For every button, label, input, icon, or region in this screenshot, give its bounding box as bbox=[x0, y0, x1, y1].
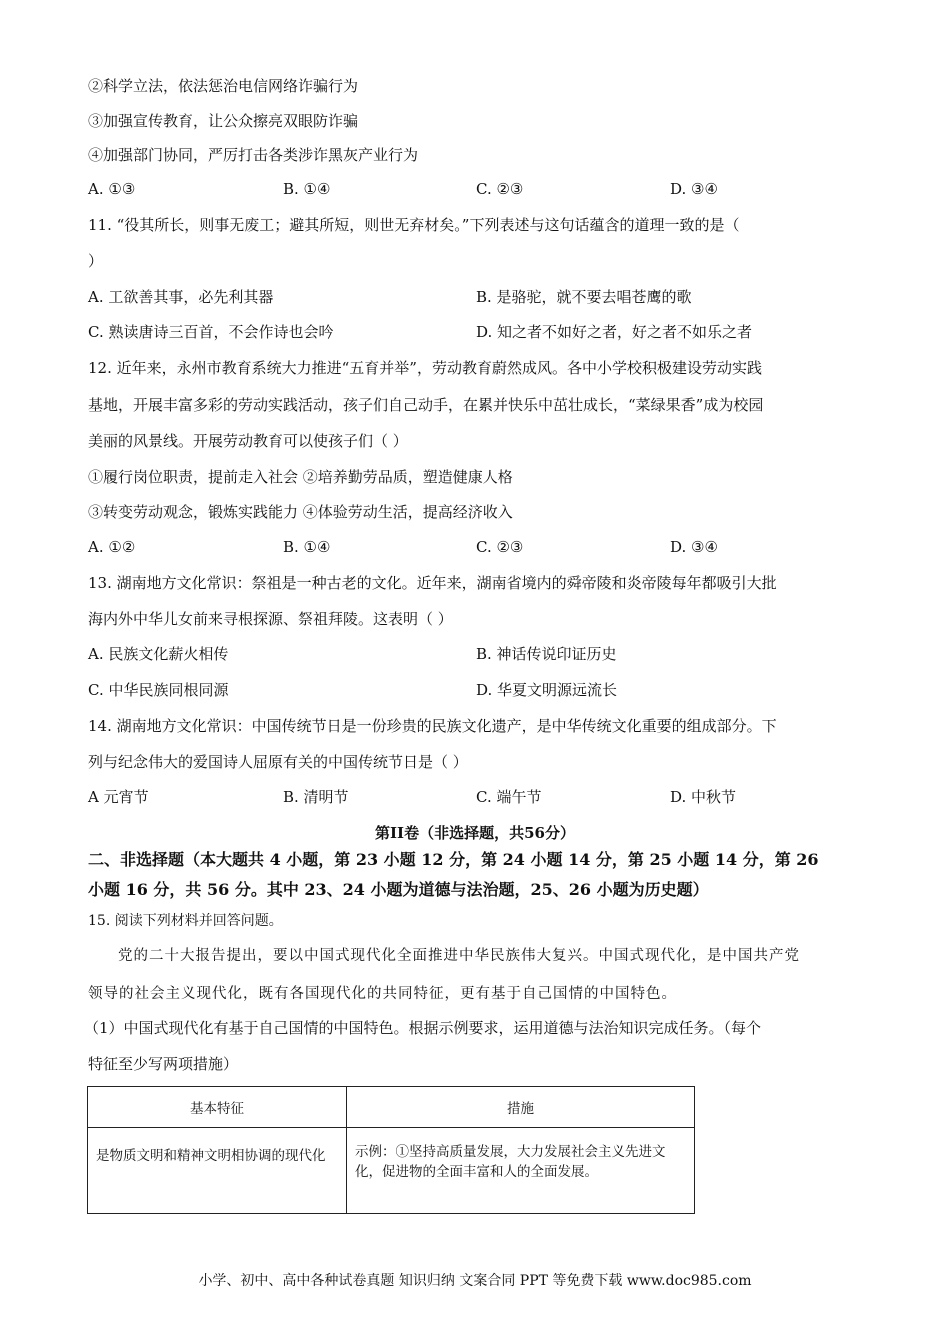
q11-stem-cont: ） bbox=[88, 252, 104, 270]
table-cell-feature: 是物质文明和精神文明相协调的现代化 bbox=[88, 1128, 347, 1214]
table-header-measure: 措施 bbox=[347, 1087, 695, 1128]
q12-stem-line2: 基地，开展丰富多彩的劳动实践活动，孩子们自己动手，在累并快乐中茁壮成长，“菜绿果香”成为校园 bbox=[88, 396, 764, 414]
q12-option-d: D. ③④ bbox=[670, 538, 718, 556]
q14-stem-line2: 列与纪念伟大的爱国诗人屈原有关的中国传统节日是（ ） bbox=[88, 753, 468, 771]
q13-stem-line2: 海内外中华儿女前来寻根探源、祭祖拜陵。这表明（ ） bbox=[88, 610, 453, 628]
q12-stem: 12. 近年来，永州市教育系统大力推进“五育并举”，劳动教育蔚然成风。各中小学校积极建设劳动实践 bbox=[88, 359, 762, 377]
q13-option-c: C. 中华民族同根同源 bbox=[88, 681, 229, 699]
table-row bbox=[88, 1128, 695, 1214]
q11-option-a: A. 工欲善其事，必先利其器 bbox=[88, 288, 274, 306]
part2-heading: 二、非选择题（本大题共 4 小题，第 23 小题 12 分，第 24 小题 14 分，第 25 小题 14 分，第 26 bbox=[88, 850, 819, 869]
q12-items-1: ①履行岗位职责，提前走入社会 ②培养勤劳品质，塑造健康人格 bbox=[88, 468, 513, 486]
part2-heading-line2: 小题 16 分，共 56 分。其中 23、24 小题为道德与法治题，25、26 小题为历史题） bbox=[88, 880, 709, 899]
q12-stem-line3: 美丽的风景线。开展劳动教育可以使孩子们（ ） bbox=[88, 432, 408, 450]
q12-option-a: A. ①② bbox=[88, 538, 136, 556]
q14-option-b: B. 清明节 bbox=[283, 788, 349, 806]
q12-items-2: ③转变劳动观念，锻炼实践能力 ④体验劳动生活，提高经济收入 bbox=[88, 503, 513, 521]
q11-option-c: C. 熟读唐诗三百首，不会作诗也会吟 bbox=[88, 323, 334, 341]
q10-item-4: ④加强部门协同，严厉打击各类涉诈黑灰产业行为 bbox=[88, 146, 419, 164]
features-table bbox=[87, 1086, 695, 1214]
q10-option-b: B. ①④ bbox=[283, 180, 331, 198]
q10-item-2: ②科学立法，依法惩治电信网络诈骗行为 bbox=[88, 77, 359, 95]
q10-option-d: D. ③④ bbox=[670, 180, 718, 198]
table-cell-measure: 示例：①坚持高质量发展，大力发展社会主义先进文化，促进物的全面丰富和人的全面发展。 bbox=[347, 1128, 695, 1214]
q12-option-c: C. ②③ bbox=[476, 538, 524, 556]
footer-text: 小学、初中、高中各种试卷真题 知识归纳 文案合同 PPT 等免费下载 www.doc985.com bbox=[198, 1273, 752, 1289]
q15-material-line1: 党的二十大报告提出，要以中国式现代化全面推进中华民族伟大复兴。中国式现代化，是中国共产党 bbox=[118, 948, 800, 964]
q14-option-d: D. 中秋节 bbox=[670, 788, 737, 806]
q14-option-c: C. 端午节 bbox=[476, 788, 542, 806]
q13-option-a: A. 民族文化薪火相传 bbox=[88, 645, 229, 663]
q10-item-3: ③加强宣传教育，让公众擦亮双眼防诈骗 bbox=[88, 112, 359, 130]
q14-stem: 14. 湖南地方文化常识：中国传统节日是一份珍贵的民族文化遗产，是中华传统文化重要的组成部分。下 bbox=[88, 717, 777, 735]
part2-title: 第II卷（非选择题，共56分） bbox=[375, 824, 575, 842]
q14-option-a: A 元宵节 bbox=[88, 788, 149, 806]
q11-option-b: B. 是骆驼，就不要去唱苍鹰的歌 bbox=[476, 288, 692, 306]
table-header-row bbox=[88, 1087, 695, 1128]
q13-stem: 13. 湖南地方文化常识：祭祖是一种古老的文化。近年来，湖南省境内的舜帝陵和炎帝陵每年都吸引大批 bbox=[88, 574, 777, 592]
q15-task-line2: 特征至少写两项措施） bbox=[88, 1055, 239, 1073]
q11-option-d: D. 知之者不如好之者，好之者不如乐之者 bbox=[476, 323, 753, 341]
q15-material-line2: 领导的社会主义现代化，既有各国现代化的共同特征，更有基于自己国情的中国特色。 bbox=[88, 986, 677, 1002]
q13-option-d: D. 华夏文明源远流长 bbox=[476, 681, 618, 699]
table-header-feature: 基本特征 bbox=[88, 1087, 347, 1128]
q12-option-b: B. ①④ bbox=[283, 538, 331, 556]
q11-stem: 11. “役其所长，则事无废工；避其所短，则世无弃材矣。”下列表述与这句话蕴含的道理一致的是（ bbox=[88, 216, 740, 234]
q10-option-a: A. ①③ bbox=[88, 180, 136, 198]
q10-option-c: C. ②③ bbox=[476, 180, 524, 198]
q15-stem: 15. 阅读下列材料并回答问题。 bbox=[88, 913, 283, 929]
q15-task: （1）中国式现代化有基于自己国情的中国特色。根据示例要求，运用道德与法治知识完成任务。（每个 bbox=[84, 1019, 762, 1037]
q13-option-b: B. 神话传说印证历史 bbox=[476, 645, 617, 663]
